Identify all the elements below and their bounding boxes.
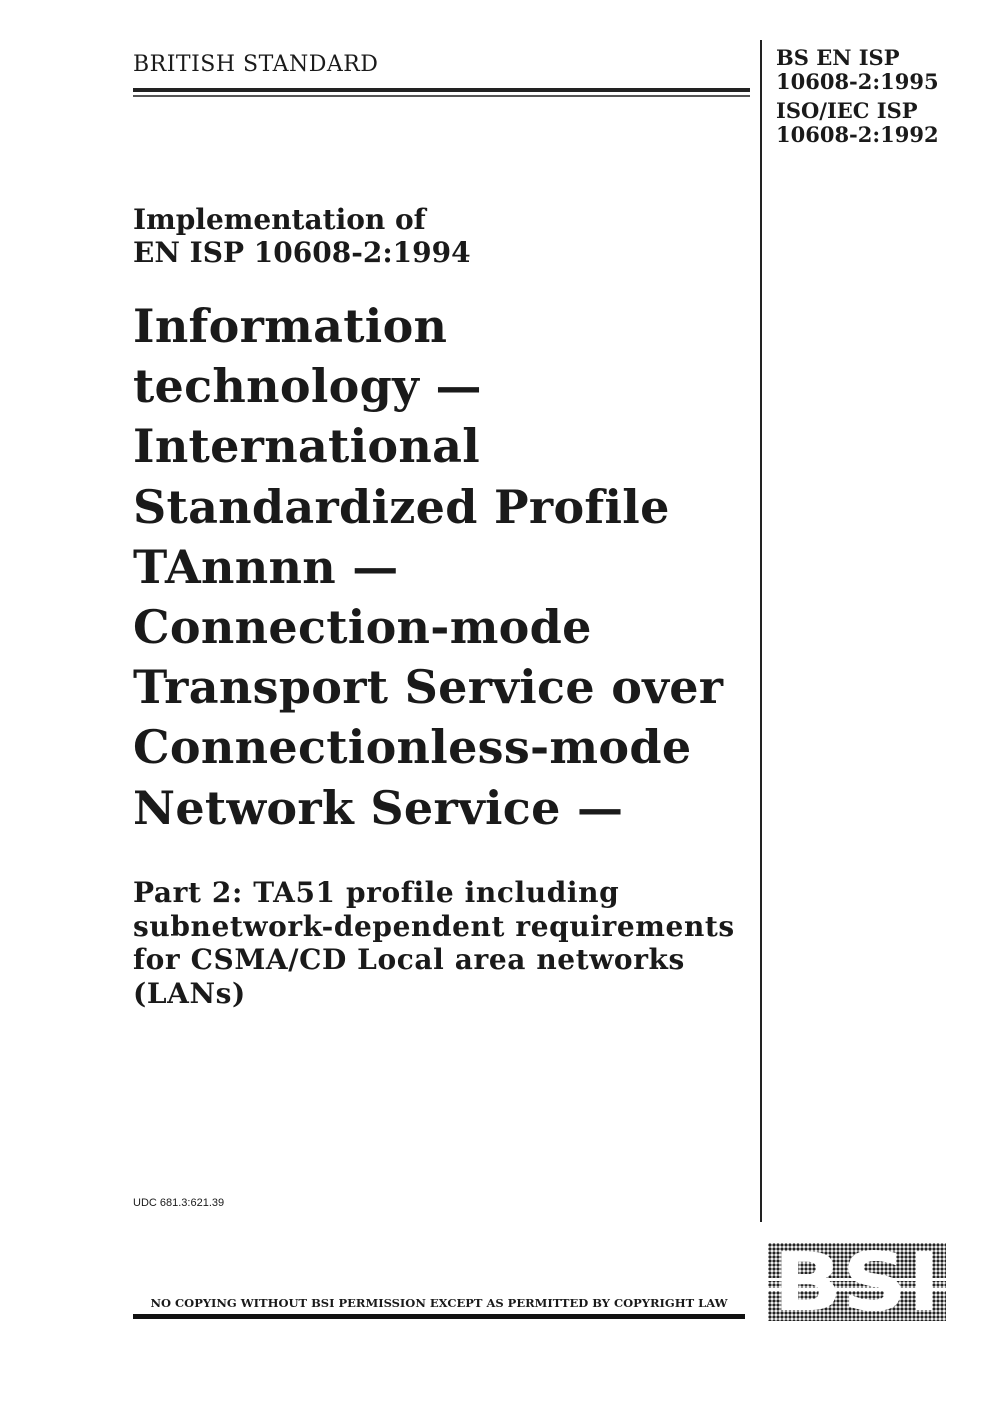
bs-reference-line2: 10608-2:1995	[776, 69, 939, 94]
footer-rule	[133, 1314, 745, 1319]
title-line: Information	[133, 299, 448, 353]
series-label: BRITISH STANDARD	[133, 52, 379, 77]
subtitle-line: subnetwork-dependent requirements	[133, 909, 735, 943]
copyright-notice: NO COPYING WITHOUT BSI PERMISSION EXCEPT AS PERMITTED BY COPYRIGHT LAW	[150, 1296, 728, 1310]
document-title	[133, 296, 753, 838]
bsi-logo	[768, 1243, 946, 1325]
iso-reference-line1: ISO/IEC ISP	[776, 98, 918, 123]
title-line: TAnnnn —	[133, 539, 399, 594]
title-line: Transport Service over	[133, 660, 724, 715]
header-rule-thick	[133, 88, 750, 92]
title-line: technology —	[133, 359, 482, 414]
document-subtitle	[133, 876, 753, 1010]
implementation-note	[133, 203, 733, 269]
vertical-divider	[760, 40, 762, 1222]
title-line: International	[133, 419, 480, 474]
subtitle-line: (LANs)	[133, 976, 246, 1010]
title-line: Connection-mode	[133, 600, 592, 655]
iso-reference-line2: 10608-2:1992	[776, 122, 939, 147]
bs-reference-line1: BS EN ISP	[776, 45, 900, 70]
title-line: Standardized Profile	[133, 479, 670, 534]
implementation-line: EN ISP 10608-2:1994	[133, 236, 471, 269]
title-line: Connectionless-mode	[133, 720, 692, 775]
implementation-line: Implementation of	[133, 203, 426, 236]
bsi-logo-icon	[768, 1243, 946, 1321]
standard-reference-block	[776, 46, 976, 147]
udc-classification: UDC 681.3:621.39	[133, 1197, 225, 1209]
subtitle-line: Part 2: TA51 profile including	[133, 876, 620, 909]
header-rule-thin	[133, 95, 750, 97]
title-line: Network Service —	[133, 780, 624, 835]
subtitle-line: for CSMA/CD Local area networks	[133, 943, 685, 976]
